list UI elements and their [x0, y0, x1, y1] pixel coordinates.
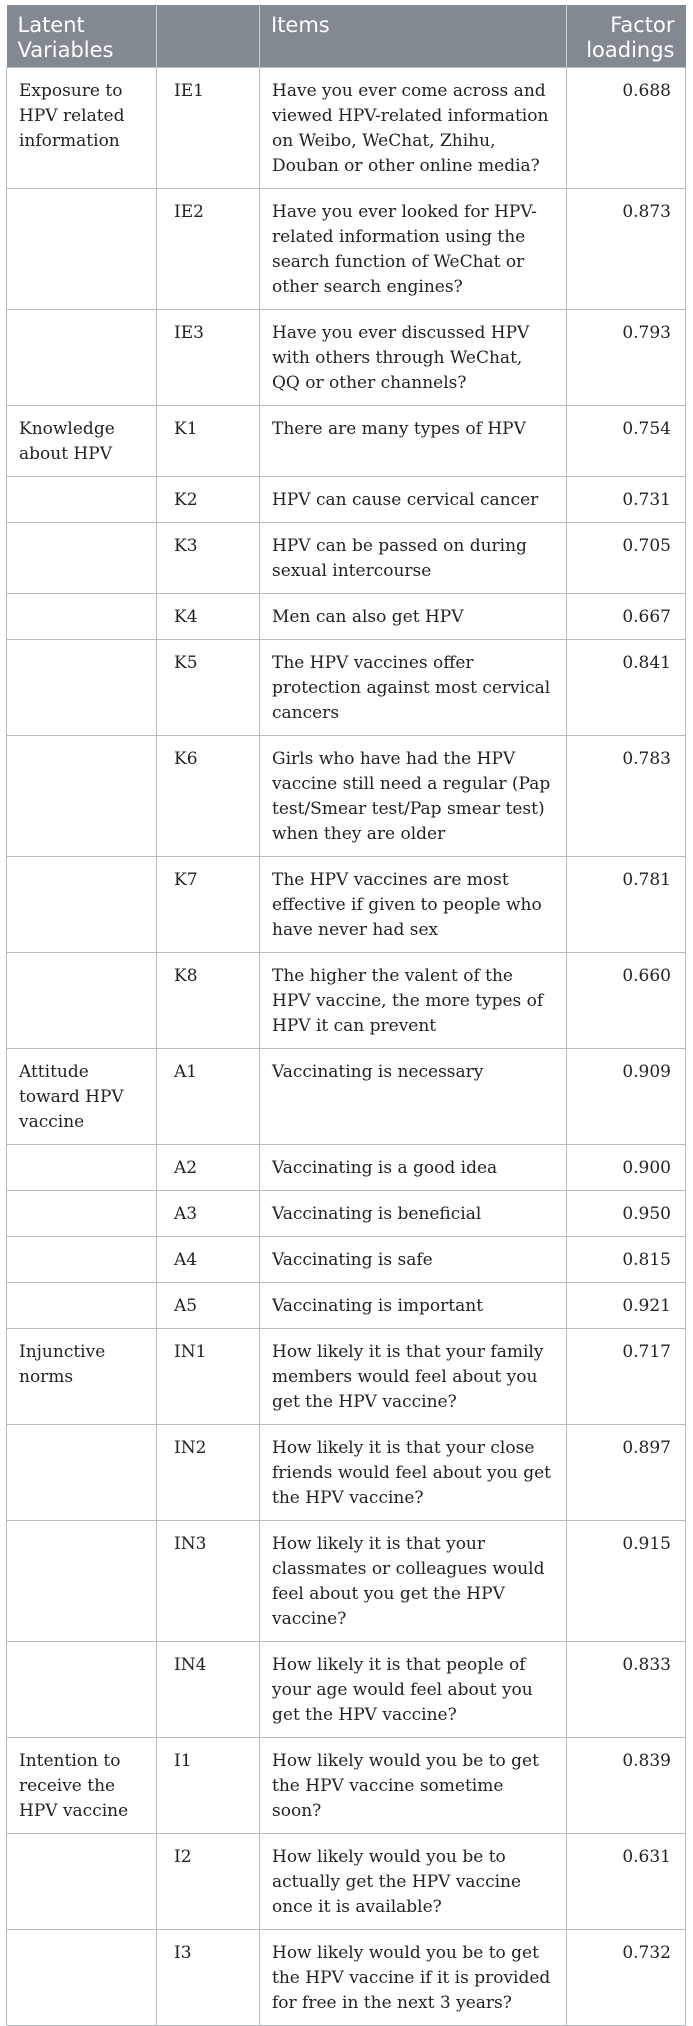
item-text-cell: Girls who have had the HPV vaccine still need a regular (Pap test/Smear test/Pap smear test) when they are older: [260, 736, 567, 857]
factor-loading-cell: 0.631: [567, 1834, 686, 1930]
item-text-cell: How likely would you be to get the HPV vaccine if it is provided for free in the next 3 years?: [260, 1930, 567, 2026]
item-text-cell: HPV can cause cervical cancer: [260, 477, 567, 523]
factor-loading-cell: 0.915: [567, 1521, 686, 1642]
item-text-cell: Vaccinating is necessary: [260, 1049, 567, 1145]
table-row: [7, 523, 686, 594]
latent-variable-cell: Injunctive norms: [7, 1329, 157, 1425]
item-text-cell: There are many types of HPV: [260, 406, 567, 477]
item-code-cell: K7: [157, 857, 260, 953]
item-code-cell: K8: [157, 953, 260, 1049]
factor-loading-cell: 0.897: [567, 1425, 686, 1521]
latent-variable-cell: [7, 594, 157, 640]
header-factor-loadings: Factor loadings: [567, 5, 686, 68]
item-code-cell: IE3: [157, 310, 260, 406]
item-code-cell: A2: [157, 1145, 260, 1191]
item-text-cell: Men can also get HPV: [260, 594, 567, 640]
item-code-cell: K1: [157, 406, 260, 477]
table-row: [7, 1521, 686, 1642]
table-row: [7, 1191, 686, 1237]
table-row: [7, 189, 686, 310]
factor-loading-cell: 0.841: [567, 640, 686, 736]
table-row: [7, 1425, 686, 1521]
factor-loading-cell: 0.732: [567, 1930, 686, 2026]
factor-loading-cell: 0.717: [567, 1329, 686, 1425]
table-row: [7, 1642, 686, 1738]
table-row: [7, 68, 686, 189]
item-code-cell: IN1: [157, 1329, 260, 1425]
item-text-cell: Vaccinating is important: [260, 1283, 567, 1329]
item-text-cell: How likely would you be to get the HPV vaccine sometime soon?: [260, 1738, 567, 1834]
table-row: [7, 310, 686, 406]
latent-variable-cell: Knowledge about HPV: [7, 406, 157, 477]
factor-loading-cell: 0.909: [567, 1049, 686, 1145]
item-code-cell: A3: [157, 1191, 260, 1237]
table-row: [7, 1049, 686, 1145]
factor-loading-cell: 0.783: [567, 736, 686, 857]
table-row: [7, 640, 686, 736]
item-code-cell: IN4: [157, 1642, 260, 1738]
latent-variable-cell: [7, 1521, 157, 1642]
latent-variable-cell: Exposure to HPV related information: [7, 68, 157, 189]
factor-loadings-table: [6, 5, 686, 2026]
header-latent-variables: Latent Variables: [7, 5, 157, 68]
item-code-cell: I2: [157, 1834, 260, 1930]
item-code-cell: A5: [157, 1283, 260, 1329]
factor-loading-cell: 0.781: [567, 857, 686, 953]
factor-loading-cell: 0.833: [567, 1642, 686, 1738]
table-row: [7, 857, 686, 953]
item-code-cell: K4: [157, 594, 260, 640]
latent-variable-cell: [7, 1283, 157, 1329]
table-row: [7, 406, 686, 477]
latent-variable-cell: [7, 189, 157, 310]
factor-loading-cell: 0.705: [567, 523, 686, 594]
item-code-cell: IE2: [157, 189, 260, 310]
table-row: [7, 736, 686, 857]
table-row: [7, 1930, 686, 2026]
item-text-cell: The higher the valent of the HPV vaccine, the more types of HPV it can prevent: [260, 953, 567, 1049]
latent-variable-cell: [7, 477, 157, 523]
latent-variable-cell: [7, 1191, 157, 1237]
table-row: [7, 1329, 686, 1425]
table-row: [7, 1145, 686, 1191]
table-body: [7, 68, 686, 2026]
item-text-cell: How likely it is that people of your age would feel about you get the HPV vaccine?: [260, 1642, 567, 1738]
item-code-cell: K5: [157, 640, 260, 736]
table-row: [7, 1738, 686, 1834]
item-code-cell: IE1: [157, 68, 260, 189]
latent-variable-cell: Intention to receive the HPV vaccine: [7, 1738, 157, 1834]
item-code-cell: K3: [157, 523, 260, 594]
item-text-cell: Vaccinating is a good idea: [260, 1145, 567, 1191]
factor-loading-cell: 0.793: [567, 310, 686, 406]
table-row: [7, 953, 686, 1049]
factor-loading-cell: 0.921: [567, 1283, 686, 1329]
latent-variable-cell: [7, 310, 157, 406]
factor-loading-cell: 0.688: [567, 68, 686, 189]
item-text-cell: Have you ever discussed HPV with others through WeChat, QQ or other channels?: [260, 310, 567, 406]
item-text-cell: Vaccinating is safe: [260, 1237, 567, 1283]
item-text-cell: The HPV vaccines offer protection against most cervical cancers: [260, 640, 567, 736]
table-row: [7, 1237, 686, 1283]
item-text-cell: Vaccinating is beneficial: [260, 1191, 567, 1237]
factor-loading-cell: 0.754: [567, 406, 686, 477]
factor-loading-cell: 0.731: [567, 477, 686, 523]
latent-variable-cell: [7, 953, 157, 1049]
item-text-cell: Have you ever looked for HPV-related information using the search function of WeChat or other search engines?: [260, 189, 567, 310]
item-text-cell: How likely it is that your close friends would feel about you get the HPV vaccine?: [260, 1425, 567, 1521]
header-code: [157, 5, 260, 68]
latent-variable-cell: [7, 1237, 157, 1283]
latent-variable-cell: [7, 1145, 157, 1191]
factor-loading-cell: 0.873: [567, 189, 686, 310]
factor-loading-cell: 0.815: [567, 1237, 686, 1283]
item-text-cell: Have you ever come across and viewed HPV-related information on Weibo, WeChat, Zhihu, Douban or other online media?: [260, 68, 567, 189]
item-code-cell: I1: [157, 1738, 260, 1834]
item-code-cell: I3: [157, 1930, 260, 2026]
item-code-cell: K2: [157, 477, 260, 523]
latent-variable-cell: [7, 736, 157, 857]
item-code-cell: A1: [157, 1049, 260, 1145]
latent-variable-cell: [7, 640, 157, 736]
table-row: [7, 1283, 686, 1329]
latent-variable-cell: [7, 1425, 157, 1521]
factor-loading-cell: 0.660: [567, 953, 686, 1049]
header-items: Items: [260, 5, 567, 68]
item-text-cell: How likely it is that your classmates or colleagues would feel about you get the HPV vaccine?: [260, 1521, 567, 1642]
item-text-cell: HPV can be passed on during sexual intercourse: [260, 523, 567, 594]
table-row: [7, 1834, 686, 1930]
item-code-cell: K6: [157, 736, 260, 857]
factor-loading-cell: 0.839: [567, 1738, 686, 1834]
item-text-cell: The HPV vaccines are most effective if given to people who have never had sex: [260, 857, 567, 953]
latent-variable-cell: [7, 1834, 157, 1930]
latent-variable-cell: [7, 1642, 157, 1738]
latent-variable-cell: [7, 857, 157, 953]
latent-variable-cell: Attitude toward HPV vaccine: [7, 1049, 157, 1145]
item-text-cell: How likely it is that your family members would feel about you get the HPV vaccine?: [260, 1329, 567, 1425]
table-row: [7, 477, 686, 523]
item-code-cell: A4: [157, 1237, 260, 1283]
latent-variable-cell: [7, 1930, 157, 2026]
factor-loading-cell: 0.667: [567, 594, 686, 640]
header-row: [7, 5, 686, 68]
item-text-cell: How likely would you be to actually get the HPV vaccine once it is available?: [260, 1834, 567, 1930]
factor-loading-cell: 0.900: [567, 1145, 686, 1191]
latent-variable-cell: [7, 523, 157, 594]
factor-loading-cell: 0.950: [567, 1191, 686, 1237]
item-code-cell: IN3: [157, 1521, 260, 1642]
item-code-cell: IN2: [157, 1425, 260, 1521]
table-row: [7, 594, 686, 640]
